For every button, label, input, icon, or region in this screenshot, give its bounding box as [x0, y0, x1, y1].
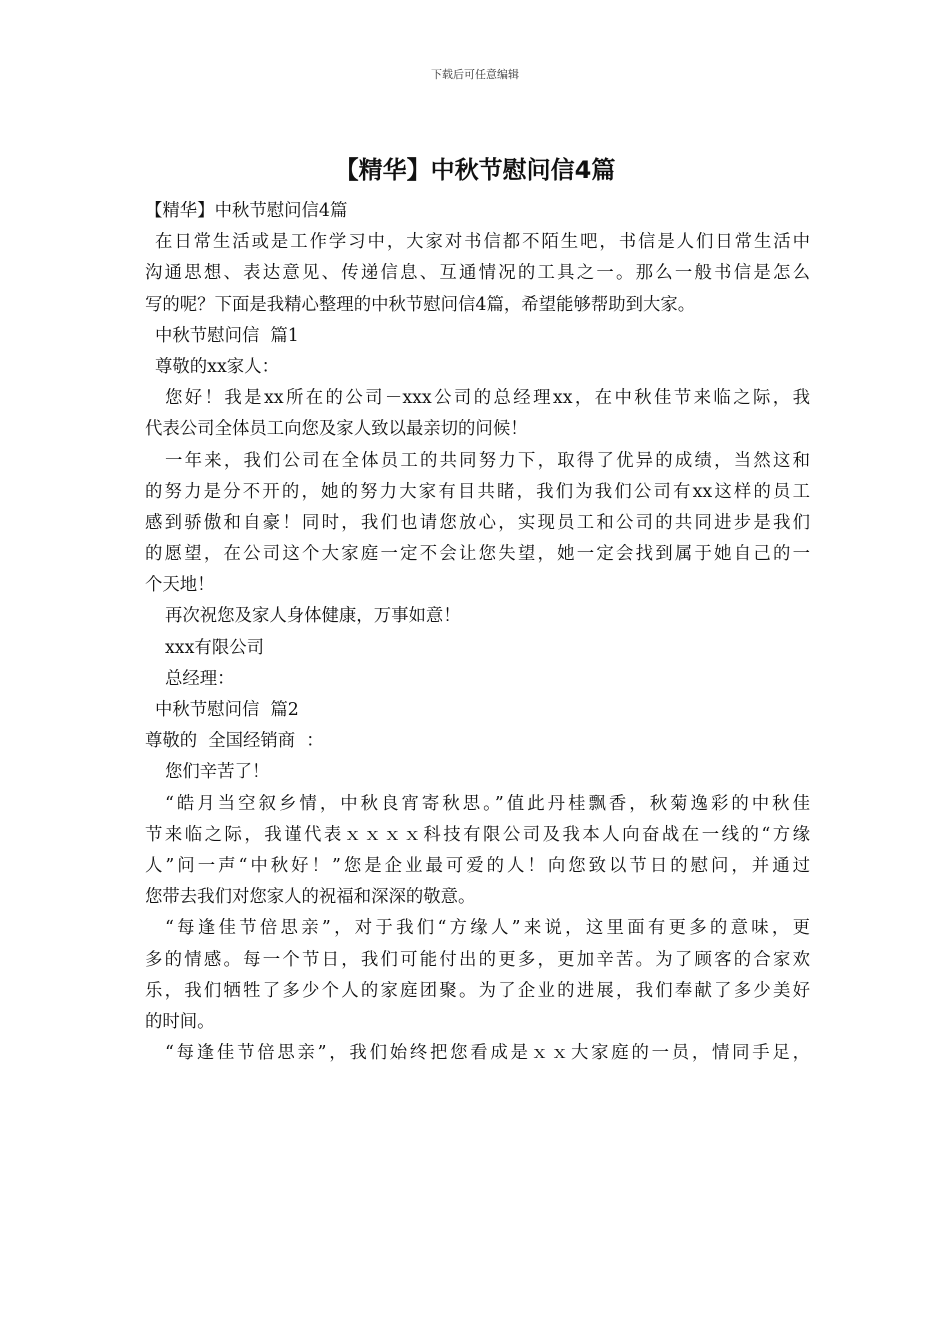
text-line: 中秋节慰问信 篇1 [155, 325, 299, 346]
text-line: 再次祝您及家人身体健康，万事如意！ [165, 606, 461, 627]
text-line: 您们辛苦了！ [165, 762, 270, 783]
text-line: 沟通思想、表达意见、传递信息、互通情况的工具之一。那么一般书信是怎么 [145, 263, 810, 284]
text-line: 人”问一声“中秋好！”您是企业最可爱的人！向您致以节日的慰问，并通过 [145, 855, 810, 876]
text-line: “皓月当空叙乡情，中秋良宵寄秋思。”值此丹桂飘香，秋菊逸彩的中秋佳 [165, 793, 810, 814]
text-line: 的时间。 [145, 1011, 215, 1032]
text-line: 的努力是分不开的，她的努力大家有目共睹，我们为我们公司有xx这样的员工 [145, 481, 810, 502]
text-line: 您带去我们对您家人的祝福和深深的敬意。 [145, 887, 476, 908]
text-line: 尊敬的 全国经销商 ： [145, 731, 324, 752]
text-line: “每逢佳节倍思亲”，我们始终把您看成是ｘｘ大家庭的一员，情同手足， [165, 1043, 810, 1064]
text-line: 【精华】中秋节慰问信4篇 [145, 201, 348, 221]
text-line: 写的呢？下面是我精心整理的中秋节慰问信4篇，希望能够帮助到大家。 [145, 294, 696, 315]
header-note: 下载后可任意编辑 [431, 68, 519, 81]
text-line: 尊敬的xx家人： [155, 356, 279, 377]
text-line: 一年来，我们公司在全体员工的共同努力下，取得了优异的成绩，当然这和 [165, 450, 810, 471]
text-line: 代表公司全体员工向您及家人致以最亲切的问候！ [145, 419, 528, 440]
text-line: xxx有限公司 [165, 637, 264, 658]
text-line: 感到骄傲和自豪！同时，我们也请您放心，实现员工和公司的共同进步是我们 [145, 512, 810, 533]
document-body [145, 196, 810, 1069]
text-line: “每逢佳节倍思亲”，对于我们“方缘人”来说，这里面有更多的意味，更 [165, 918, 810, 939]
text-line: 中秋节慰问信 篇2 [155, 700, 299, 720]
text-line: 乐，我们牺牲了多少个人的家庭团聚。为了企业的进展，我们奉献了多少美好 [145, 980, 810, 1001]
text-line: 总经理： [165, 668, 235, 689]
text-line: 的愿望，在公司这个大家庭一定不会让您失望，她一定会找到属于她自己的一 [145, 544, 810, 565]
text-line: 您好！我是xx所在的公司－xxx公司的总经理xx，在中秋佳节来临之际，我 [165, 388, 810, 409]
text-line: 多的情感。每一个节日，我们可能付出的更多，更加辛苦。为了顾客的合家欢 [145, 949, 810, 970]
document-title: 【精华】中秋节慰问信4篇 [334, 156, 616, 184]
text-line: 个天地！ [145, 575, 215, 596]
text-line: 在日常生活或是工作学习中，大家对书信都不陌生吧，书信是人们日常生活中 [155, 232, 810, 253]
text-line: 节来临之际，我谨代表ｘｘｘｘ科技有限公司及我本人向奋战在一线的“方缘 [145, 824, 810, 845]
